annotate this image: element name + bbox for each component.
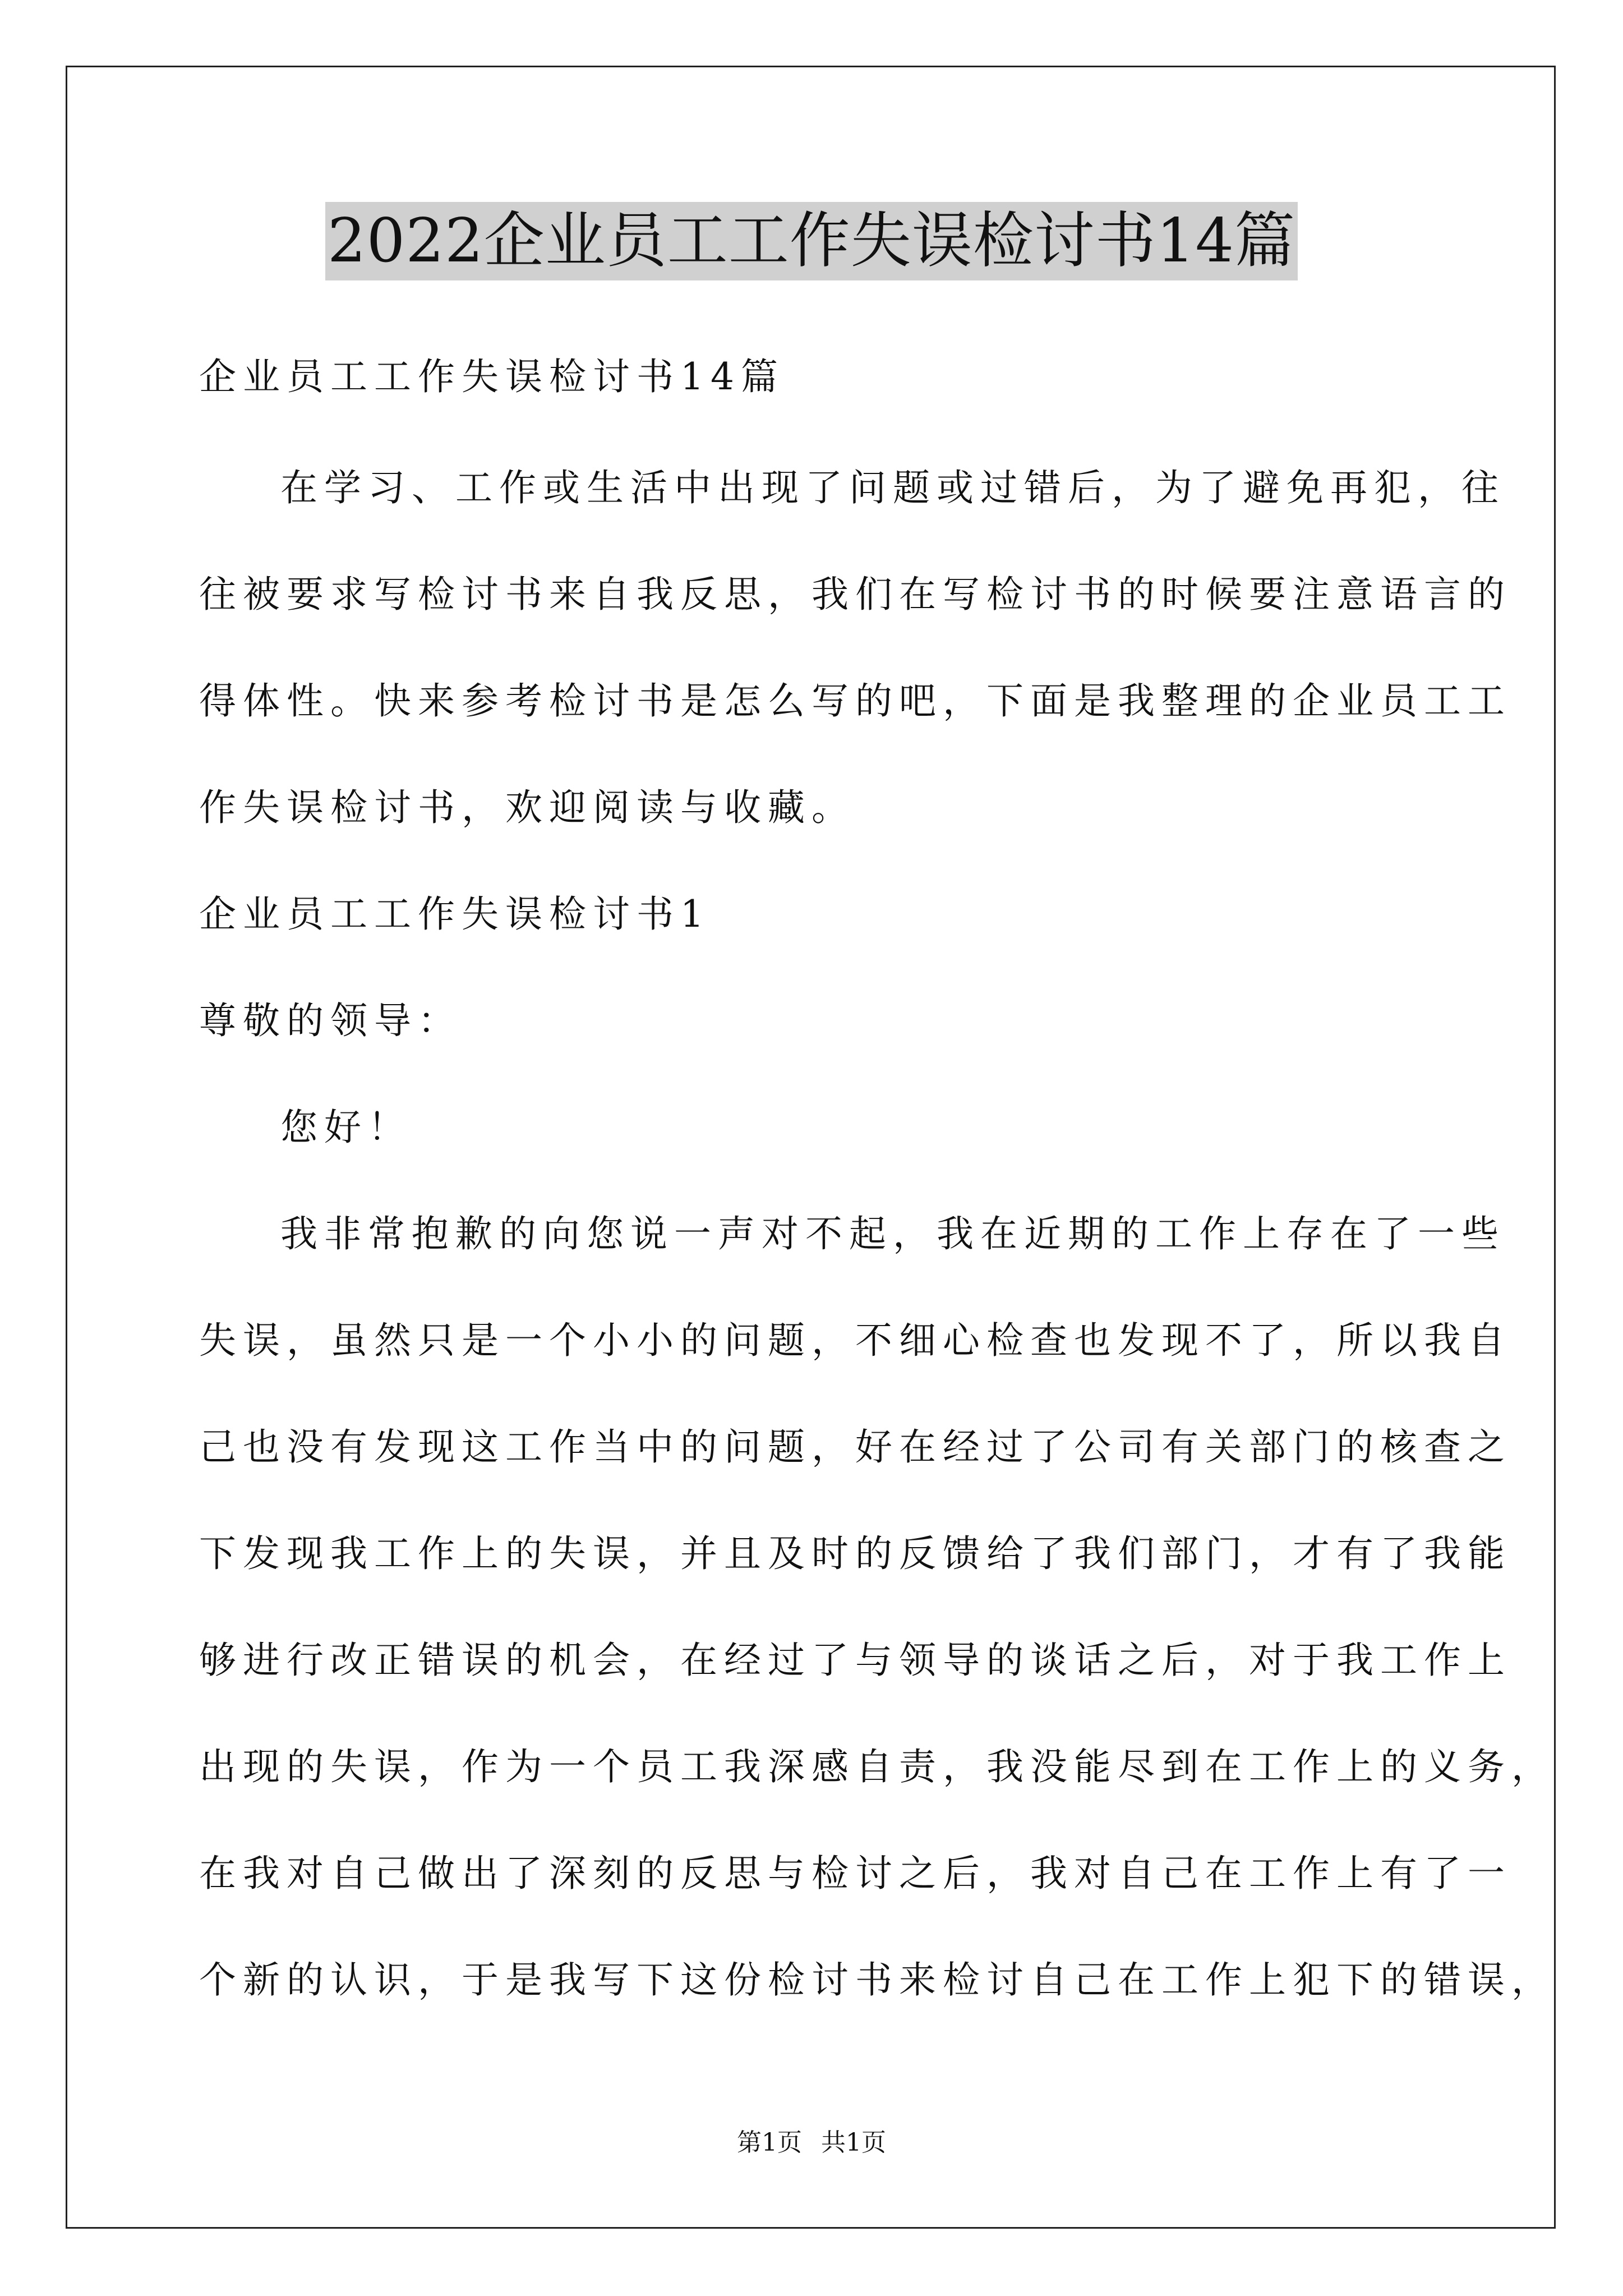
page-number-current: 第1页 bbox=[737, 2128, 802, 2157]
section-heading: 企业员工工作失误检讨书1 bbox=[199, 892, 711, 936]
intro-line-4: 作失误检讨书，欢迎阅读与收藏。 bbox=[199, 786, 855, 829]
letter-line-6: 出现的失误，作为一个员工我深感自责，我没能尽到在工作上的义务， bbox=[199, 1745, 1555, 1788]
letter-line-7: 在我对自己做出了深刻的反思与检讨之后，我对自己在工作上有了一 bbox=[199, 1852, 1511, 1895]
intro-line-1: 在学习、工作或生活中出现了问题或过错后，为了避免再犯，往 bbox=[280, 466, 1505, 509]
salutation: 尊敬的领导： bbox=[199, 999, 462, 1042]
letter-line-1: 我非常抱歉的向您说一声对不起，我在近期的工作上存在了一些 bbox=[280, 1212, 1505, 1255]
letter-line-2: 失误，虽然只是一个小小的问题，不细心检查也发现不了，所以我自 bbox=[199, 1319, 1511, 1362]
letter-line-3: 己也没有发现这工作当中的问题，好在经过了公司有关部门的核查之 bbox=[199, 1425, 1511, 1469]
greeting: 您好！ bbox=[280, 1106, 412, 1149]
document-title: 2022企业员工工作失误检讨书14篇 bbox=[325, 202, 1298, 280]
intro-line-3: 得体性。快来参考检讨书是怎么写的吧，下面是我整理的企业员工工 bbox=[199, 679, 1511, 723]
letter-line-5: 够进行改正错误的机会，在经过了与领导的谈话之后，对于我工作上 bbox=[199, 1639, 1511, 1682]
title-container bbox=[0, 202, 1623, 280]
document-subtitle: 企业员工工作失误检讨书14篇 bbox=[199, 355, 785, 398]
page-number-total: 共1页 bbox=[821, 2128, 886, 2157]
letter-line-4: 下发现我工作上的失误，并且及时的反馈给了我们部门，才有了我能 bbox=[199, 1532, 1511, 1575]
intro-line-2: 往被要求写检讨书来自我反思，我们在写检讨书的时候要注意语言的 bbox=[199, 573, 1511, 616]
letter-line-8: 个新的认识，于是我写下这份检讨书来检讨自己在工作上犯下的错误， bbox=[199, 1958, 1555, 2001]
page-footer bbox=[0, 2126, 1623, 2160]
